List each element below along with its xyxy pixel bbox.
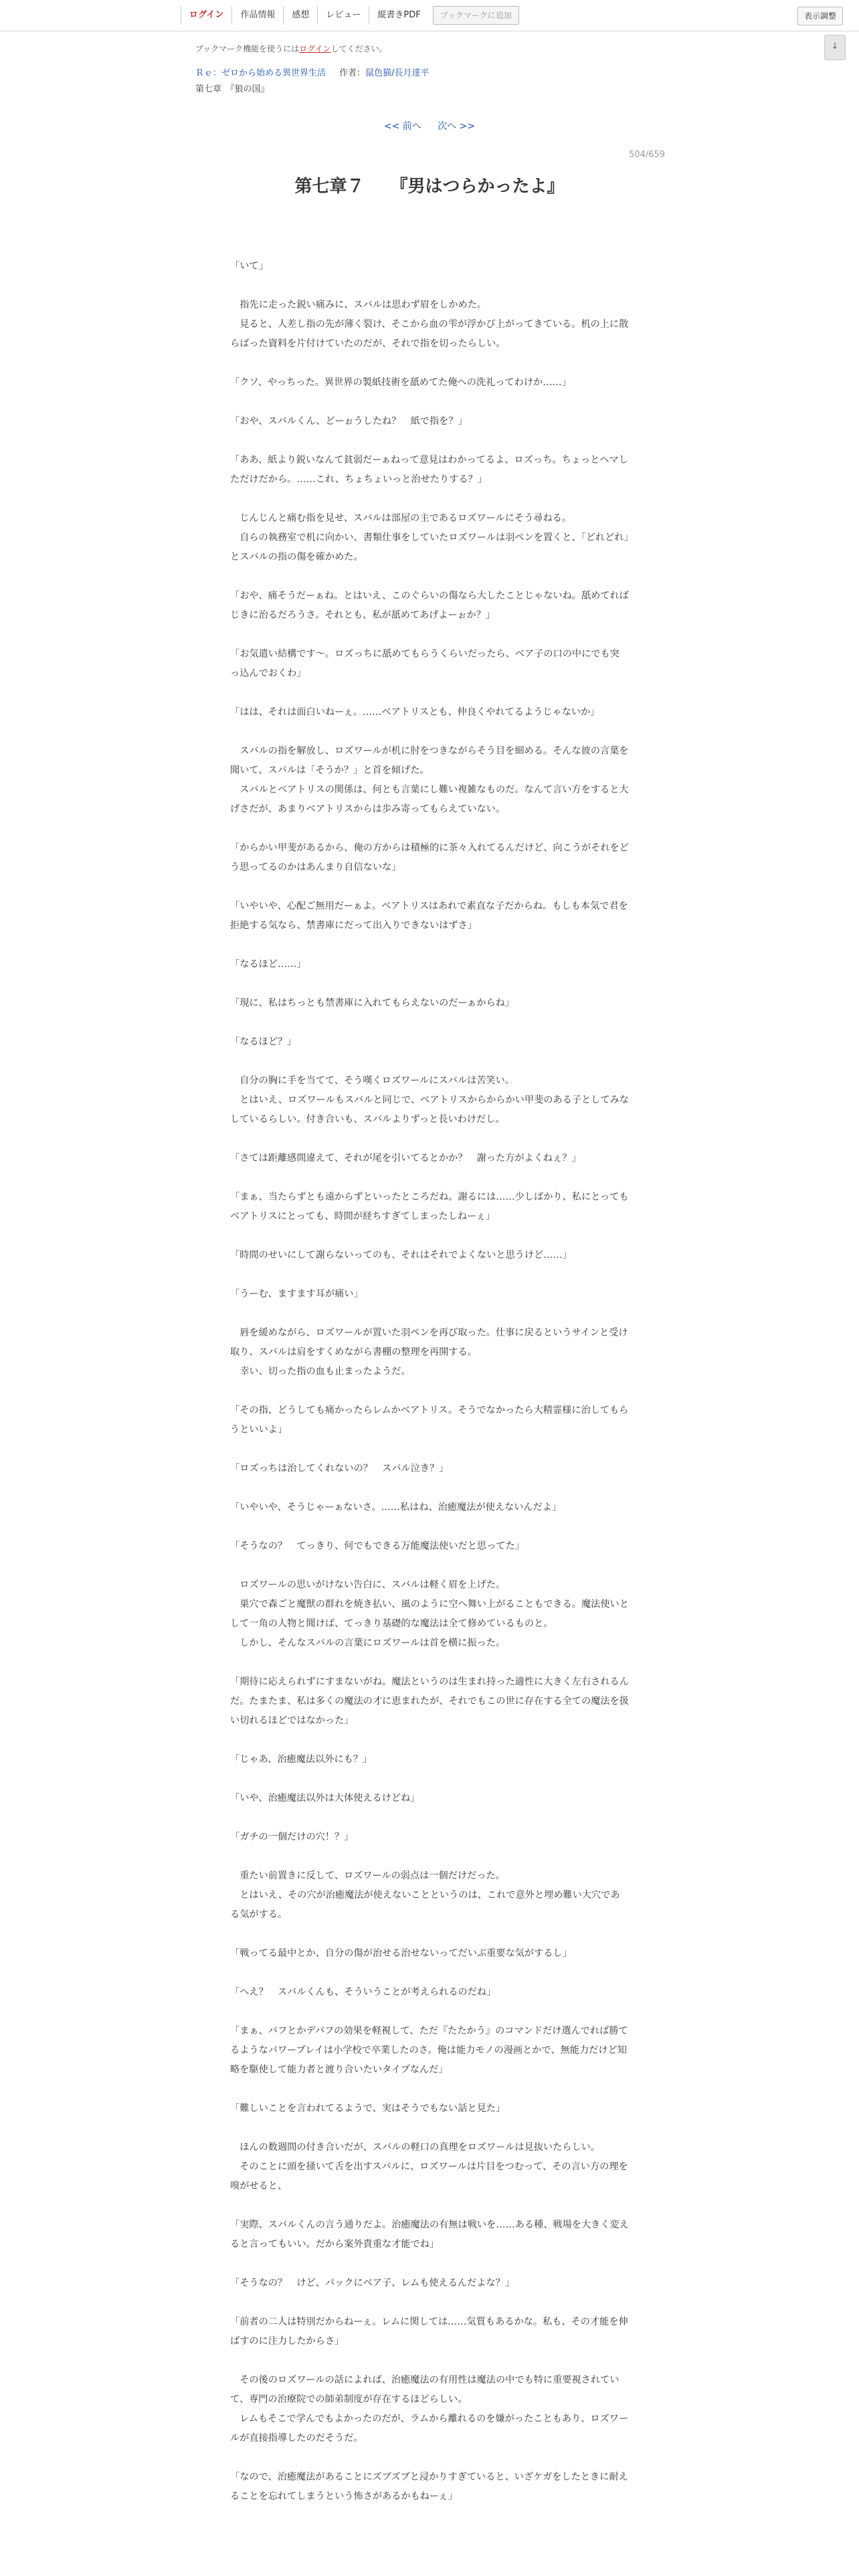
vertical-pdf-tab[interactable]: 縦書きPDF (369, 6, 428, 25)
impressions-tab[interactable]: 感想 (283, 6, 317, 25)
episode-title: 第七章７ 『男はつらかったよ』 (294, 177, 565, 197)
display-settings-button[interactable]: 表示調整 (797, 7, 843, 25)
body-paragraph: 「はは、それは面白いねーぇ。……ベアトリスとも、仲良くやれてるようじゃないか」 (230, 707, 600, 718)
body-paragraph: 「戦ってる最中とか、自分の傷が治せる治せないってだいぶ重要な気がするし」 (230, 1948, 572, 1959)
review-tab[interactable]: レビュー (317, 6, 369, 25)
body-paragraph: 「さては距離感間違えて、それが尾を引いてるとかか？ 謝った方がよくねぇ？」 (230, 1153, 581, 1164)
body-paragraph: ロズワールの思いがけない告白に、スバルは軽く眉を上げた。 巣穴で森ごと魔獣の群れを焼き払い、風のように空へ舞い上がることもできる。魔法使いとして一角の人物と聞けば、てっきり基礎的な魔法は全て修めているものと。 しかし、そんなスバルの言葉にロズワールは首を横に振った。 (230, 1580, 629, 1648)
body-paragraph: 「おや、スバルくん、どーぉうしたね？ 紙で指を？」 (230, 416, 468, 427)
body-paragraph: 唇を緩めながら、ロズワールが置いた羽ペンを再び取った。仕事に戻るというサインと受け取り、スバルは肩をすくめながら書棚の整理を再開する。 幸い、切った指の血も止まったようだ。 (230, 1327, 628, 1377)
body-paragraph: 「いて」 (230, 261, 268, 272)
body-paragraph: 「いや、治癒魔法以外は大体使えるけどね」 (230, 1793, 420, 1804)
body-paragraph: 「からかい甲斐があるから、俺の方からは積極的に茶々入れてるんだけど、向こうがそれをどう思ってるのかはあんまり自信ないな」 (230, 843, 629, 873)
body-paragraph: 「クソ、やっちった。異世界の製紙技術を舐めてた俺への洗礼ってわけか……」 (230, 377, 571, 388)
author-label: 作者： (339, 68, 366, 78)
body-paragraph: 「そうなの？ けど、パックにベア子、レムも使えるんだよな？」 (230, 2278, 515, 2288)
body-paragraph: じんじんと痛む指を見せ、スバルは部屋の主であるロズワールにそう尋ねる。 自らの執務室で机に向かい、書類仕事をしていたロズワールは羽ペンを置くと、「どれどれ」とスバルの指の傷を確かめた。 (230, 513, 629, 562)
prev-link[interactable]: << 前へ (383, 121, 421, 132)
body-paragraph: 「時間のせいにして謝らないってのも、それはそれでよくないと思うけど……」 (230, 1250, 572, 1261)
episode-counter: 504/659 (629, 150, 666, 160)
nav-tabs (181, 6, 519, 25)
body-paragraph: 「なので、治癒魔法があることにズブズブと浸かりすぎていると、いざケガをしたときに耐えることを忘れてしまうという怖さがあるかもねーぇ」 (230, 2472, 628, 2502)
author-link[interactable]: 鼠色猫/長月達平 (365, 68, 430, 78)
body-paragraph: 「期待に応えられずにすまないがね。魔法というのは生まれ持った適性に大きく左右されるんだ。たまたま、私は多くの魔法の才に恵まれたが、それでもこの世に存在する全ての魔法を扱い切れるほどではなかった」 (230, 1677, 629, 1726)
bookmark-login-notice (195, 43, 387, 54)
body-paragraph: その後のロズワールの話によれば、治癒魔法の有用性は魔法の中でも特に重要視されていて、専門の治療院での師弟制度が存在するほどらしい。 レムもそこで学んでもよかったのだが、ラムから離れるのを嫌がったこともあり、ロズワールが直接指導したのだそうだ。 (230, 2375, 629, 2444)
body-paragraph: 「うーむ、ますます耳が痛い」 (230, 1289, 363, 1299)
body-paragraph: 「ロズっちは治してくれないの？ スバル泣き？」 (230, 1463, 449, 1474)
next-link[interactable]: 次へ >> (438, 121, 476, 132)
body-paragraph: 「じゃあ、治癒魔法以外にも？」 (230, 1754, 373, 1765)
body-paragraph: 「へえ？ スバルくんも、そういうことが考えられるのだね」 (230, 1987, 496, 1998)
pager (0, 119, 859, 132)
novel-body (230, 257, 629, 2526)
body-paragraph: 指先に走った鋭い痛みに、スバルは思わず眉をしかめた。 見ると、人差し指の先が薄く裂け、そこから血の雫が浮かび上がってきている。机の上に散らばった資料を片付けていたのだが、それで指を切ったらしい。 (230, 300, 629, 349)
body-paragraph: 「いやいや、そうじゃーぁないさ。……私はね、治癒魔法が使えないんだよ」 (230, 1502, 562, 1513)
body-paragraph: 自分の胸に手を当てて、そう嘆くロズワールにスバルは苦笑い。 とはいえ、ロズワールもスバルと同じで、ベアトリスからからかい甲斐のある子としてみなしているらしい。付き合いも、スバルよりずっと長いわけだし。 (230, 1075, 629, 1125)
add-bookmark-button[interactable]: ブックマークに追加 (433, 6, 519, 25)
body-paragraph: 「おや、痛そうだーぁね。とはいえ、このぐらいの傷なら大したことじゃないね。舐めてればじきに治るだろうさ。それとも、私が舐めてあげよーぉか？」 (230, 591, 629, 621)
body-paragraph: ほんの数週間の付き合いだが、スバルの軽口の真理をロズワールは見抜いたらしい。 そのことに頭を掻いて舌を出すスバルに、ロズワールは片目をつむって、その言い方の理を嗅がせると、 (230, 2142, 628, 2191)
notice-login-link[interactable]: ログイン (299, 44, 331, 53)
work-info-line (195, 66, 430, 78)
body-paragraph: 「なるほど……」 (230, 959, 306, 970)
body-paragraph: 「いやいや、心配ご無用だーぁよ。ベアトリスはあれで素直な子だからね。もしも本気で君を拒絶する気なら、禁書庫にだって出入りできないはずさ」 (230, 901, 628, 931)
body-paragraph: 重たい前置きに反して、ロズワールの弱点は一個だけだった。 とはいえ、その穴が治癒魔法が使えないことというのは、これで意外と埋め難い大穴である気がする。 (230, 1870, 620, 1920)
body-paragraph: スバルの指を解放し、ロズワールが机に肘をつきながらそう目を細める。そんな彼の言葉を聞いて、スバルは「そうか？」と首を傾げた。 スバルとベアトリスの関係は、何とも言葉にし難い複雑なものだ。なんて言い方をすると大げさだが、あまりベアトリスからは歩み寄ってもらえていない。 (230, 746, 629, 815)
body-paragraph: 「難しいことを言われてるようで、実はそうでもない話と見た」 (230, 2103, 506, 2114)
notice-text-after: してください。 (330, 44, 387, 53)
body-paragraph: 「そうなの？ てっきり、何でもできる万能魔法使いだと思ってた」 (230, 1541, 524, 1551)
work-title-link[interactable]: Ｒｅ：ゼロから始める異世界生活 (195, 68, 326, 78)
chapter-label: 第七章 『狼の国』 (195, 84, 270, 94)
body-paragraph: 「ガチの一個だけの穴！？」 (230, 1832, 354, 1842)
body-paragraph: 「前者の二人は特別だからねーぇ。レムに関しては……気質もあるかな。私も、その才能を伸ばすのに注力したからさ」 (230, 2317, 628, 2347)
top-nav-bar (0, 0, 859, 31)
body-paragraph: 「ああ、紙より鋭いなんて貧弱だーぁねって意見はわかってるよ、ロズっち。ちょっとヘマしただけだから。……これ、ちょちょいっと治せたりする？」 (230, 455, 628, 485)
body-paragraph: 「その指、どうしても痛かったらレムかベアトリス。そうでなかったら大精霊様に治してもらうといいよ」 (230, 1405, 629, 1435)
notice-text-before: ブックマーク機能を使うには (195, 44, 300, 53)
work-info-tab[interactable]: 作品情報 (231, 6, 283, 25)
body-paragraph: 「まぁ、当たらずとも遠からずといったところだね。謝るには……少しばかり、私にとってもベアトリスにとっても、時間が経ちすぎてしまったしねーぇ」 (230, 1192, 629, 1222)
body-paragraph: 「まぁ、バフとかデバフの効果を軽視して、ただ『たたかう』のコマンドだけ選んでれば勝てるようなパワープレイは小学校で卒業したのさ。俺は能力モノの漫画とかで、無能力だけど知略を駆使して能力者と渡り合いたいタイプなんだ」 (230, 2026, 628, 2075)
body-paragraph: 「お気遣い結構です～。ロズっちに舐めてもらうくらいだったら、ベア子の口の中にでも突っ込んでおくわ」 (230, 649, 619, 679)
body-paragraph: 「なるほど？」 (230, 1037, 297, 1047)
scroll-down-icon[interactable]: ↓ (824, 35, 846, 60)
body-paragraph: 「実際、スバルくんの言う通りだよ。治癒魔法の有無は戦いを……ある種、戦場を大きく変えると言ってもいい。だから案外貴重な才能でね」 (230, 2220, 629, 2250)
login-tab[interactable]: ログイン (181, 6, 231, 25)
body-paragraph: 「現に、私はちっとも禁書庫に入れてもらえないのだーぁからね」 (230, 998, 515, 1008)
